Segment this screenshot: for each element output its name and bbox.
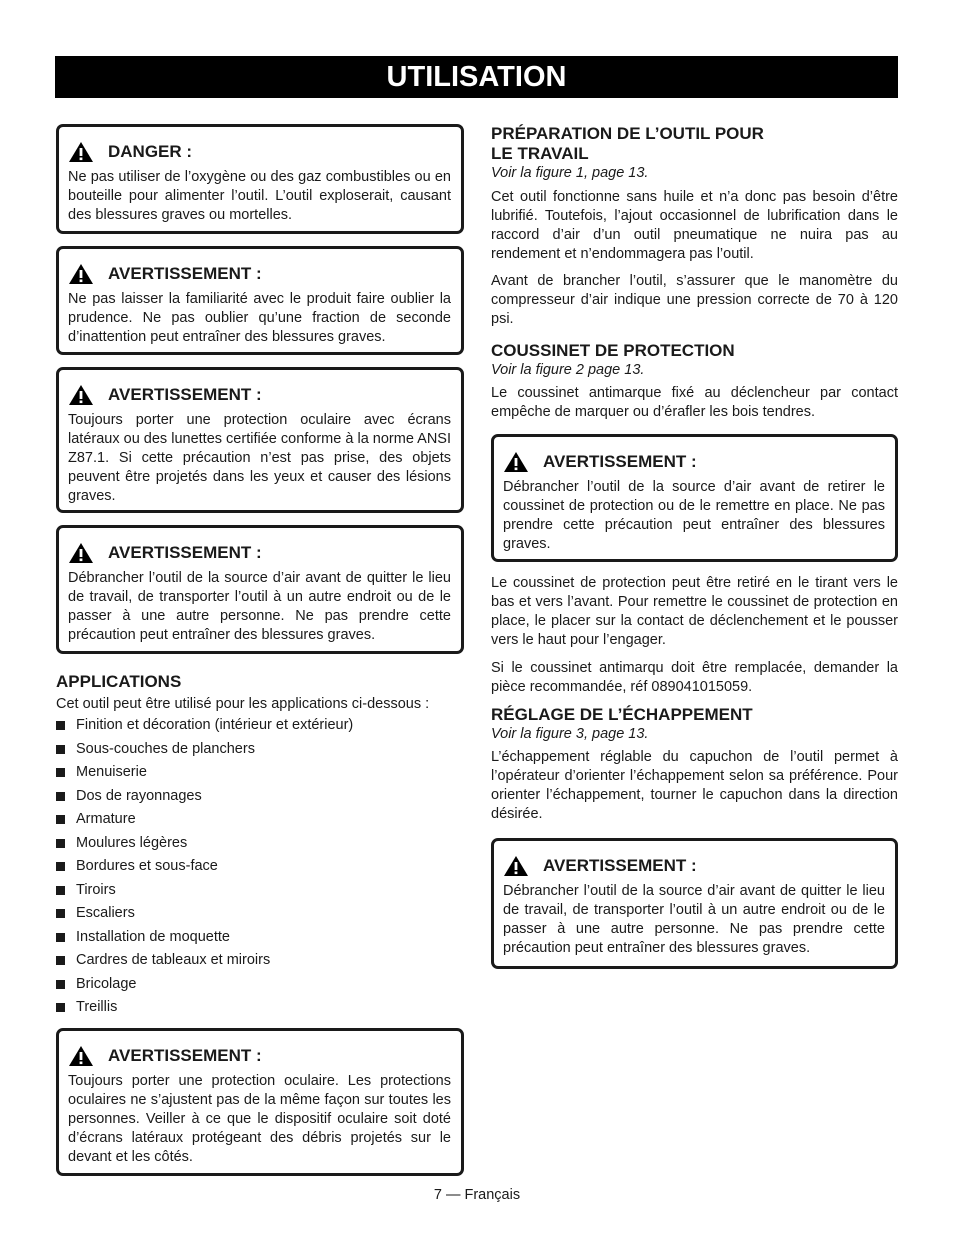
coussinet-figure-ref: Voir la figure 2 page 13.	[491, 362, 645, 378]
list-item-text: Bricolage	[76, 975, 137, 992]
bullet-square-icon	[56, 909, 65, 918]
warning-title: AVERTISSEMENT :	[108, 1045, 262, 1065]
list-item-text: Treillis	[76, 999, 118, 1015]
warning-box-eye-protection	[56, 367, 464, 513]
applications-list	[56, 714, 464, 1020]
warning-text: Débrancher l’outil de la source d’air avant de quitter le lieu de travail, de transporter l’outil à un autre endroit ou de le passer à une autre personne. Ne pas prendre cette précaution peut entraîner des blessures graves.	[503, 883, 885, 956]
bullet-square-icon	[56, 956, 65, 965]
list-item-text: Armature	[76, 811, 136, 827]
list-item	[56, 738, 464, 762]
warning-text: Débrancher l’outil de la source d’air avant de retirer le coussinet de protection ou de le remettre en place. Ne pas prendre cette précaution peut entraîner des blessures graves.	[503, 479, 885, 552]
bullet-square-icon	[56, 839, 65, 848]
preparation-figure-ref: Voir la figure 1, page 13.	[491, 165, 649, 181]
warning-box-disconnect	[56, 525, 464, 654]
bullet-square-icon	[56, 745, 65, 754]
warning-title-row	[68, 385, 451, 405]
list-item-text: Cardres de tableaux et miroirs	[76, 952, 271, 968]
warning-triangle-icon	[503, 451, 529, 473]
warning-box-eye-fit	[56, 1028, 464, 1176]
warning-title-row	[68, 543, 451, 563]
bullet-square-icon	[56, 933, 65, 942]
list-item-text: Menuiserie	[76, 764, 147, 780]
bullet-square-icon	[56, 721, 65, 730]
warning-box-familiarity	[56, 246, 464, 355]
bullet-square-icon	[56, 792, 65, 801]
preparation-heading	[491, 124, 898, 164]
list-item-text: Dos de rayonnages	[76, 787, 202, 804]
page-footer: 7 — Français	[433, 1187, 521, 1203]
warning-title: AVERTISSEMENT :	[108, 264, 262, 283]
list-item	[56, 832, 464, 856]
warning-title-row	[68, 1046, 451, 1066]
warning-title: AVERTISSEMENT :	[108, 385, 262, 404]
danger-box	[56, 124, 464, 234]
bullet-square-icon	[56, 886, 65, 895]
reglage-para-1: L’échappement réglable du capuchon de l’outil permet à l’opérateur d’orienter l’échappement selon sa préférence. Pour orienter l’échappement, tourner le capuchon dans la direction désirée.	[491, 749, 898, 822]
warning-triangle-icon	[68, 1045, 94, 1067]
warning-text: Ne pas laisser la familiarité avec le produit faire oublier la prudence. Ne pas oublier qu’une fraction de seconde d’inattention peut entraîner des blessures graves.	[68, 291, 451, 345]
list-item-text: Tiroirs	[76, 881, 116, 898]
list-item-text: Moulures légères	[76, 834, 188, 851]
warning-triangle-icon	[68, 141, 94, 163]
danger-title: DANGER :	[108, 142, 193, 161]
list-item	[56, 808, 464, 832]
warning-box-coussinet	[491, 434, 898, 562]
bullet-square-icon	[56, 862, 65, 871]
applications-heading: APPLICATIONS	[56, 672, 182, 691]
list-item	[56, 761, 464, 785]
list-item	[56, 879, 464, 903]
applications-intro: Cet outil peut être utilisé pour les applications ci-dessous :	[56, 696, 430, 712]
danger-title-row	[68, 142, 451, 162]
warning-triangle-icon	[503, 855, 529, 877]
list-item	[56, 926, 464, 950]
coussinet-para-2: Le coussinet de protection peut être retiré en le tirant vers le bas et vers l’avant. Pour remettre le coussinet de protection en place, le placer sur la contact de déclenchement et le pousser vers le haut pour l’engager.	[491, 575, 898, 648]
bullet-square-icon	[56, 980, 65, 989]
bullet-square-icon	[56, 1003, 65, 1012]
warning-text: Toujours porter une protection oculaire. Les protections oculaires ne s’ajustent pas de la même façon sur toutes les personnes. Veiller à ce que le dispositif oculaire soit doté d’écrans latéraux protégeant des débris projetés sur le devant et les côtés.	[68, 1072, 451, 1165]
left-column	[56, 124, 464, 1176]
list-item-text: Sous-couches de planchers	[76, 740, 255, 757]
danger-text: Ne pas utiliser de l’oxygène ou des gaz combustibles ou en bouteille pour alimenter l’outil. L’outil exploserait, causant des blessures graves ou mortelles.	[68, 169, 451, 223]
bullet-square-icon	[56, 815, 65, 824]
list-item	[56, 949, 464, 973]
list-item-text: Installation de moquette	[76, 928, 230, 945]
reglage-heading: RÉGLAGE DE L’ÉCHAPPEMENT	[491, 705, 753, 724]
reglage-figure-ref: Voir la figure 3, page 13.	[491, 726, 649, 742]
list-item	[56, 714, 464, 738]
warning-title-row	[503, 452, 885, 472]
warning-box-reglage	[491, 838, 898, 969]
preparation-para-1: Cet outil fonctionne sans huile et n’a donc pas besoin d’être lubrifié. Toutefois, l’ajout occasionnel de lubrification dans le raccord d’air d’un outil pneumatique ne nuira pas au rendement et n’endommagera pas l’outil.	[491, 189, 898, 262]
bullet-square-icon	[56, 768, 65, 777]
list-item-text: Bordures et sous-face	[76, 858, 218, 874]
preparation-heading-line2: LE TRAVAIL	[491, 144, 589, 163]
warning-title: AVERTISSEMENT :	[108, 543, 262, 562]
warning-title: AVERTISSEMENT :	[543, 452, 697, 471]
coussinet-heading: COUSSINET DE PROTECTION	[491, 341, 735, 360]
list-item	[56, 855, 464, 879]
preparation-heading-line1: PRÉPARATION DE L’OUTIL POUR	[491, 124, 764, 143]
list-item	[56, 973, 464, 997]
list-item	[56, 785, 464, 809]
coussinet-para-1: Le coussinet antimarque fixé au déclencheur par contact empêche de marquer ou d’érafler les bois tendres.	[491, 385, 898, 420]
list-item-text: Escaliers	[76, 905, 135, 921]
warning-triangle-icon	[68, 263, 94, 285]
list-item	[56, 996, 464, 1020]
warning-title-row	[68, 264, 451, 284]
warning-title-row	[503, 856, 885, 876]
right-column	[491, 124, 898, 969]
warning-text: Débrancher l’outil de la source d’air avant de quitter le lieu de travail, de transporter l’outil à un autre endroit ou de le passer à une autre personne. Ne pas prendre cette précaution peut entraîner des blessures graves.	[68, 570, 451, 643]
warning-text: Toujours porter une protection oculaire avec écrans latéraux ou des lunettes certifiée conforme à la norme ANSI Z87.1. Si cette précaution n’est pas prise, des objets peuvent être projetés dans les yeux et causer des lésions graves.	[68, 412, 451, 504]
list-item-text: Finition et décoration (intérieur et extérieur)	[76, 717, 354, 733]
page-title: UTILISATION	[55, 56, 898, 98]
warning-triangle-icon	[68, 384, 94, 406]
list-item	[56, 902, 464, 926]
preparation-para-2: Avant de brancher l’outil, s’assurer que le manomètre du compresseur d’air indique une pression correcte de 70 à 120 psi.	[491, 273, 898, 327]
coussinet-para-3: Si le coussinet antimarqu doit être remplacée, demander la pièce recommandée, réf 089041015059.	[491, 660, 898, 695]
warning-title: AVERTISSEMENT :	[543, 856, 697, 875]
warning-triangle-icon	[68, 542, 94, 564]
